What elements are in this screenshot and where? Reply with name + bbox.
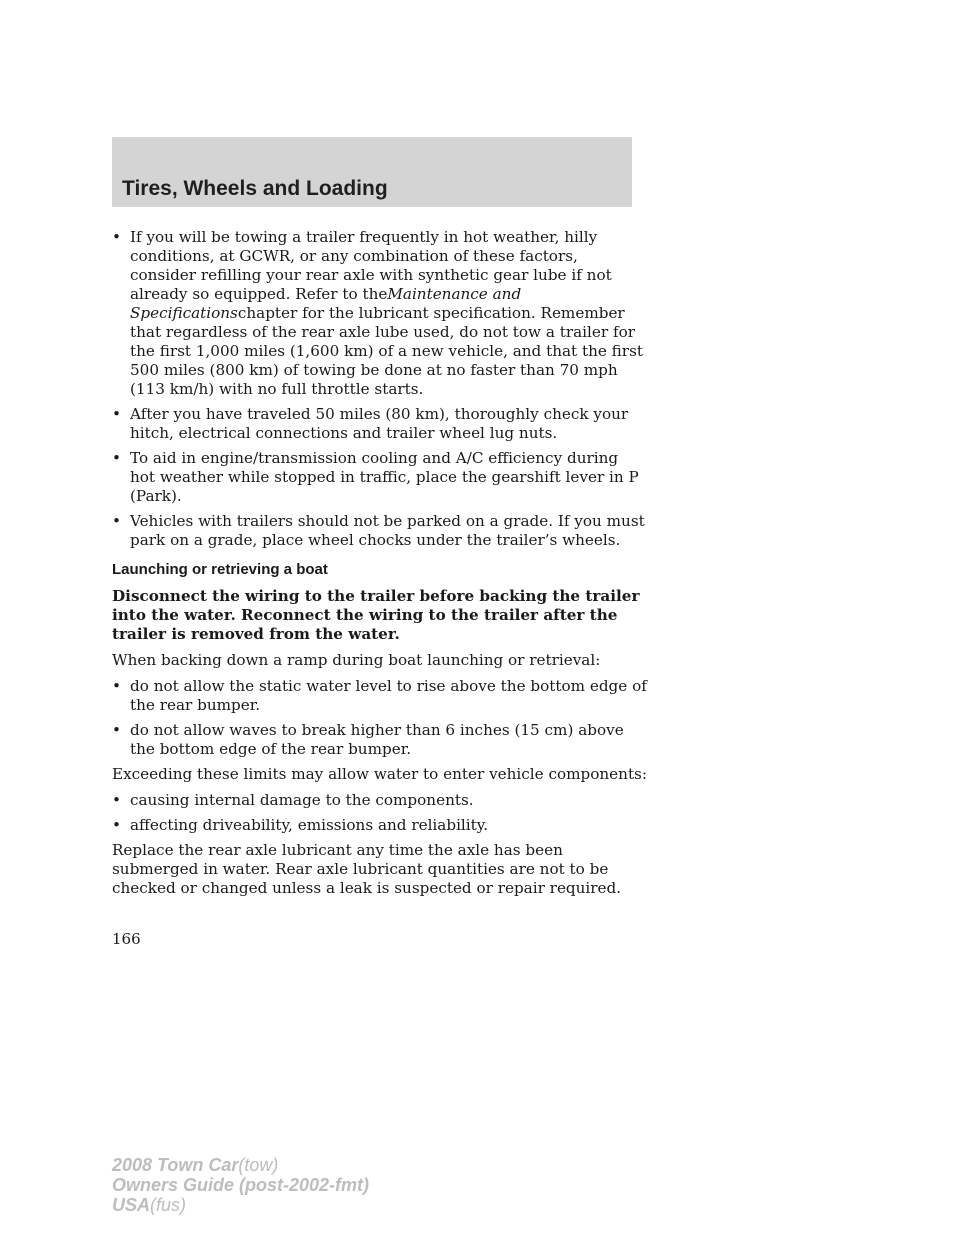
- footer-guide: Owners Guide (post-2002-fmt): [112, 1175, 370, 1195]
- closing-paragraph: Replace the rear axle lubricant any time the axle has been submerged in water. Rear axle lubricant quantities are not to be checked or changed unless a leak is suspected or repair required.: [112, 841, 622, 897]
- bullet-icon: •: [112, 816, 121, 834]
- footer-market: USA: [112, 1195, 151, 1215]
- chapter-reference: Maintenance and Specifications: [130, 285, 522, 322]
- footer-market-code: (fus): [150, 1195, 187, 1215]
- bullet-icon: •: [112, 405, 121, 423]
- bullet-text: affecting driveability, emissions and reliability.: [130, 816, 489, 834]
- bullet-text: Vehicles with trailers should not be parked on a grade. If you must park on a grade, place wheel chocks under the trailer’s wheels.: [130, 512, 645, 549]
- bullet-text: To aid in engine/transmission cooling and A/C efficiency during hot weather while stopped in traffic, place the gearshift lever in P (Park).: [130, 449, 639, 505]
- list-item: [112, 228, 647, 399]
- list-item: [112, 405, 647, 443]
- bullet-icon: •: [112, 677, 121, 695]
- page-title: Tires, Wheels and Loading: [122, 177, 388, 200]
- list-item: [112, 721, 647, 759]
- bullet-text: do not allow the static water level to rise above the bottom edge of the rear bumper.: [130, 677, 647, 714]
- intro-paragraph: Exceeding these limits may allow water to enter vehicle components:: [112, 765, 647, 783]
- bullet-text: After you have traveled 50 miles (80 km), thoroughly check your hitch, electrical connections and trailer wheel lug nuts.: [130, 405, 629, 442]
- footer-watermark: [112, 1155, 369, 1215]
- list-item: [112, 816, 647, 835]
- footer-model-code: (tow): [238, 1155, 279, 1175]
- list-item: [112, 791, 647, 810]
- bullet-text-post: chapter for the lubricant specification. Remember that regardless of the rear axle lube used, do not tow a trailer for the first 1,000 miles (1,600 km) of a new vehicle, and that the first 500 miles (800 km) of towing be done at no faster than 70 mph (113 km/h) with no full throttle starts.: [130, 304, 643, 398]
- page-number: 166: [112, 930, 141, 948]
- bullet-icon: •: [112, 721, 121, 739]
- intro-paragraph: When backing down a ramp during boat launching or retrieval:: [112, 651, 601, 669]
- list-item: [112, 512, 647, 550]
- main-content: [112, 228, 647, 905]
- bullet-icon: •: [112, 228, 121, 246]
- bullet-icon: •: [112, 791, 121, 809]
- footer-model: 2008 Town Car: [112, 1155, 239, 1175]
- list-item: [112, 677, 647, 715]
- section-heading: Launching or retrieving a boat: [112, 561, 328, 578]
- bullet-text: causing internal damage to the components.: [130, 791, 474, 809]
- bullet-icon: •: [112, 512, 121, 530]
- bullet-text: do not allow waves to break higher than 6 inches (15 cm) above the bottom edge of the rear bumper.: [130, 721, 624, 758]
- warning-text: Disconnect the wiring to the trailer before backing the trailer into the water. Reconnect the wiring to the trailer after the trailer is removed from the water.: [112, 587, 640, 643]
- bullet-text-pre: If you will be towing a trailer frequently in hot weather, hilly conditions, at GCWR, or any combination of these factors, consider refilling your rear axle with synthetic gear lube if not already so equipped. Refer to the: [130, 228, 612, 303]
- list-item: [112, 449, 647, 506]
- bullet-icon: •: [112, 449, 121, 467]
